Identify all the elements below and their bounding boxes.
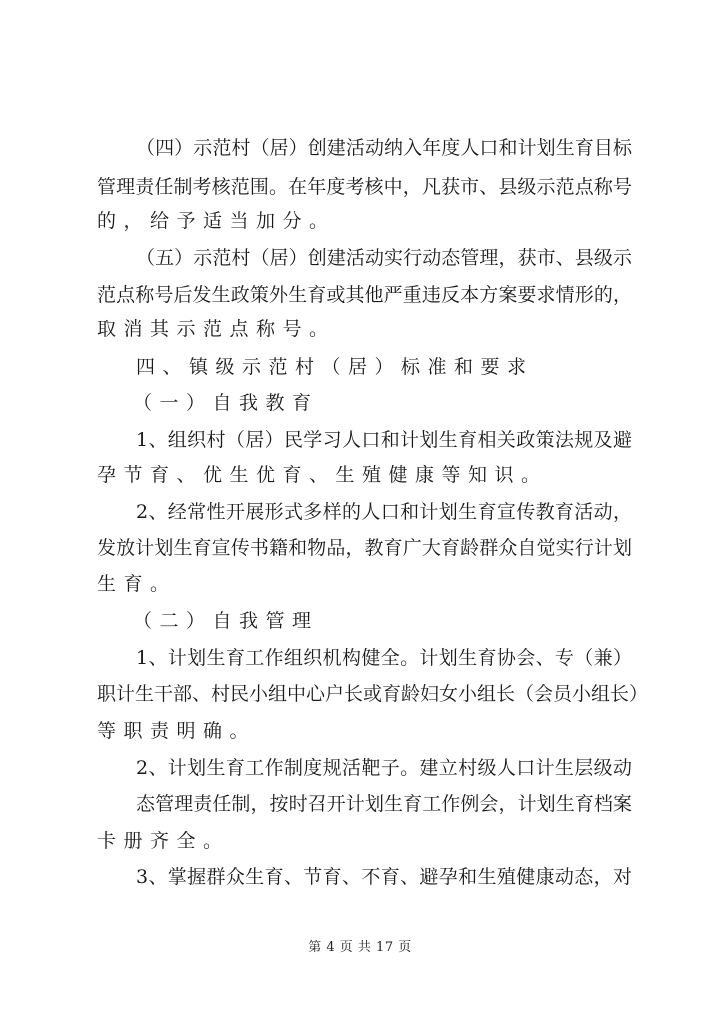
text-line: 范点称号后发生政策外生育或其他严重违反本方案要求情形的，	[97, 284, 632, 306]
text-line: 2、经常性开展形式多样的人口和计划生育宣传教育活动，	[136, 501, 632, 523]
text-line: 发放计划生育宣传书籍和物品，教育广大育龄群众自觉实行计划	[97, 537, 632, 559]
text-line: （四）示范村（居）创建活动纳入年度人口和计划生育目标	[136, 137, 632, 159]
text-line: 等职责明确。	[97, 720, 257, 742]
text-line: 管理责任制考核范围。在年度考核中，凡获市、县级示范点称号	[97, 176, 632, 198]
text-line: 职计生干部、村民小组中心户长或育龄妇女小组长（会员小组长）	[97, 683, 649, 705]
text-line: 1、组织村（居）民学习人口和计划生育相关政策法规及避	[136, 429, 632, 451]
text-line: 的，给予适当加分。	[97, 210, 336, 232]
page-number-footer: 第 4 页 共 17 页	[308, 940, 412, 955]
text-line: 1、计划生育工作组织机构健全。计划生育协会、专（兼）	[136, 647, 632, 669]
text-line: 取消其示范点称号。	[97, 318, 336, 340]
text-line: 卡册齐全。	[97, 830, 230, 852]
subsection-heading: （二）自我管理	[133, 610, 319, 632]
text-line: 2、计划生育工作制度规活靶子。建立村级人口计生层级动	[136, 757, 632, 779]
section-heading: 四、镇级示范村（居）标准和要求	[136, 356, 534, 378]
text-line: 3、掌握群众生育、节育、不育、避孕和生殖健康动态，对	[136, 866, 632, 888]
text-line: 态管理责任制，按时召开计划生育工作例会，计划生育档案	[136, 793, 632, 815]
text-line: 生育。	[97, 573, 177, 595]
subsection-heading: （一）自我教育	[133, 392, 319, 414]
text-line: （五）示范村（居）创建活动实行动态管理，获市、县级示	[136, 247, 632, 269]
text-line: 孕节育、优生优育、生殖健康等知识。	[97, 464, 548, 486]
